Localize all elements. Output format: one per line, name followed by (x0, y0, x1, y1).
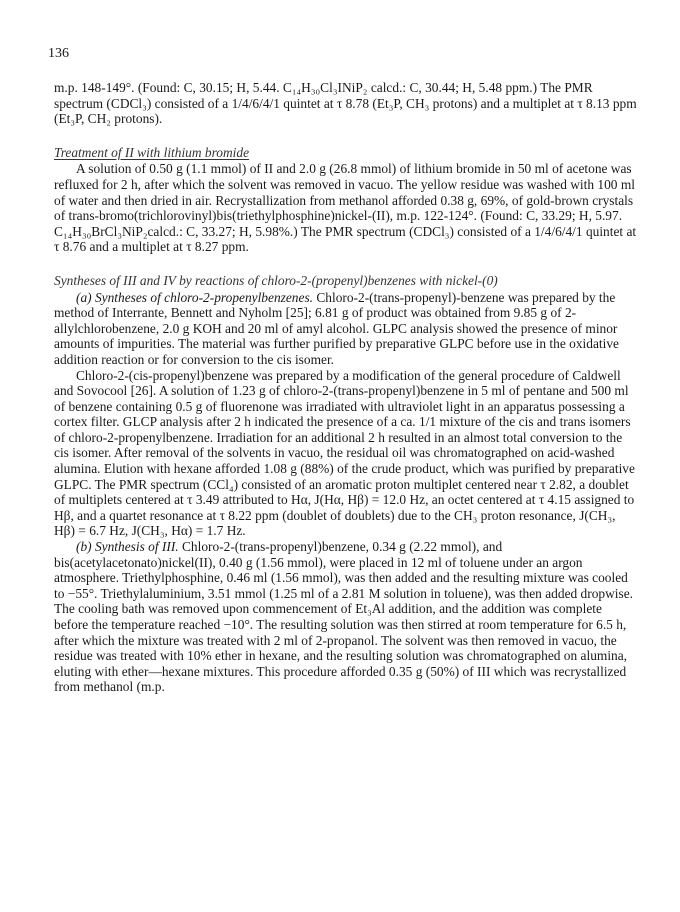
cis-isomer-paragraph: Chloro-2-(cis-propenyl)benzene was prepared by a modification of the general procedure of Caldwell and Sovocool [26]. A solution of 1.23 g of chloro-2-(trans-propenyl)benzene in 5 ml of pentane and 500 ml of benzene containing 0.5 g of fluorenone was irradiated with ultraviolet light in an apparatus possessing a cortex filter. GLCP analysis after 2 h indicated the presence of a ca. 1/1 mixture of the cis and trans isomers of chloro-2-propenylbenzene. Irradiation for an additional 2 h resulted in an almost total conversion to the cis isomer. After removal of the solvents in vacuo, the residual oil was chromatographed on acid-washed alumina. Elution with hexane afforded 1.08 g (88%) of the crude product, which was purified by preparative GLPC. The PMR spectrum (CCl₄) consisted of an aromatic proton multiplet centered near τ 2.82, a doublet of multiplets centered at τ 3.49 attributed to Hα, J(Hα, Hβ) = 12.0 Hz, an octet centered at τ 4.15 assigned to Hβ, and a quartet resonance at τ 8.22 ppm (doublet of doublets) due to the CH₃ proton resonance, J(CH₃, Hβ) = 6.7 Hz, J(CH₃, Hα) = 1.7 Hz. (54, 367, 635, 539)
synthesis-a-text: Chloro-2-(trans-propenyl)-benzene was prepared by the method of Interrante, Bennett and Nyholm [25]; 6.81 g of product was obtained from 9.85 g of 2-allylchlorobenzene, 2.0 g KOH and 20 ml of amyl alcohol. GLPC analysis showed the presence of minor amounts of impurities. The material was further purified by preparative GLPC before use in the oxidative addition reaction or for conversion to the cis isomer. (54, 289, 619, 367)
intro-paragraph: m.p. 148-149°. (Found: C, 30.15; H, 5.44. C₁₄H₃₀Cl₃INiP₂ calcd.: C, 30.44; H, 5.48 ppm.) The PMR spectrum (CDCl₃) consisted of a 1/4/6/4/1 quintet at τ 8.78 (Et₃P, CH₃ protons) and a multiplet at τ 8.13 ppm (Et₃P, CH₂ protons). (54, 80, 637, 127)
section-heading-syntheses: Syntheses of III and IV by reactions of chloro-2-(propenyl)benzenes with nickel-(0) (54, 272, 498, 288)
section-heading-lithium-bromide: Treatment of II with lithium bromide (54, 144, 250, 160)
subheading-a: (a) Syntheses of chloro-2-propenylbenzenes. (76, 289, 313, 305)
page-number: 136 (48, 46, 69, 61)
lithium-bromide-paragraph: A solution of 0.50 g (1.1 mmol) of II and 2.0 g (26.8 mmol) of lithium bromide in 50 ml of acetone was refluxed for 2 h, after which the solvent was removed in vacuo. The yellow residue was washed with 100 ml of water and then dried in air. Recrystallization from methanol afforded 0.38 g, 69%, of gold-brown crystals of trans-bromo(trichlorovinyl)bis(triethylphosphine)nickel-(II), m.p. 122-124°. (Found: C, 33.29; H, 5.97. C₁₄H₃₀BrCl₃NiP₂calcd.: C, 33.27; H, 5.98%.) The PMR spectrum (CDCl₃) consisted of a 1/4/6/4/1 quintet at τ 8.76 and a multiplet at τ 8.27 ppm. (54, 161, 637, 255)
subheading-b: (b) Synthesis of III. (76, 539, 179, 555)
synthesis-b-paragraph (54, 539, 638, 695)
synthesis-b-text: Chloro-2-(trans-propenyl)benzene, 0.34 g (2.22 mmol), and bis(acetylacetonato)nickel(II), 0.40 g (1.56 mmol), were placed in 12 ml of toluene under an argon atmosphere. Triethylphosphine, 0.46 ml (1.56 mmol), was then added and the resulting mixture was cooled to −55°. Triethylaluminium, 3.51 mmol (1.25 ml of a 2.81 M solution in toluene), was then added dropwise. The cooling bath was removed upon commencement of Et₃Al addition, and the addition was complete before the temperature reached −10°. The resulting solution was then stirred at room temperature for 6.5 h, after which the mixture was treated with 2 ml of 2-propanol. The solvent was then removed in vacuo, the residue was treated with 10% ether in hexane, and the resulting solution was chromatographed on alumina, eluting with ether—hexane mixtures. This procedure afforded 0.35 g (50%) of III which was recrystallized from methanol (m.p. (54, 539, 633, 695)
synthesis-a-paragraph (54, 290, 638, 368)
document-body (54, 80, 638, 695)
